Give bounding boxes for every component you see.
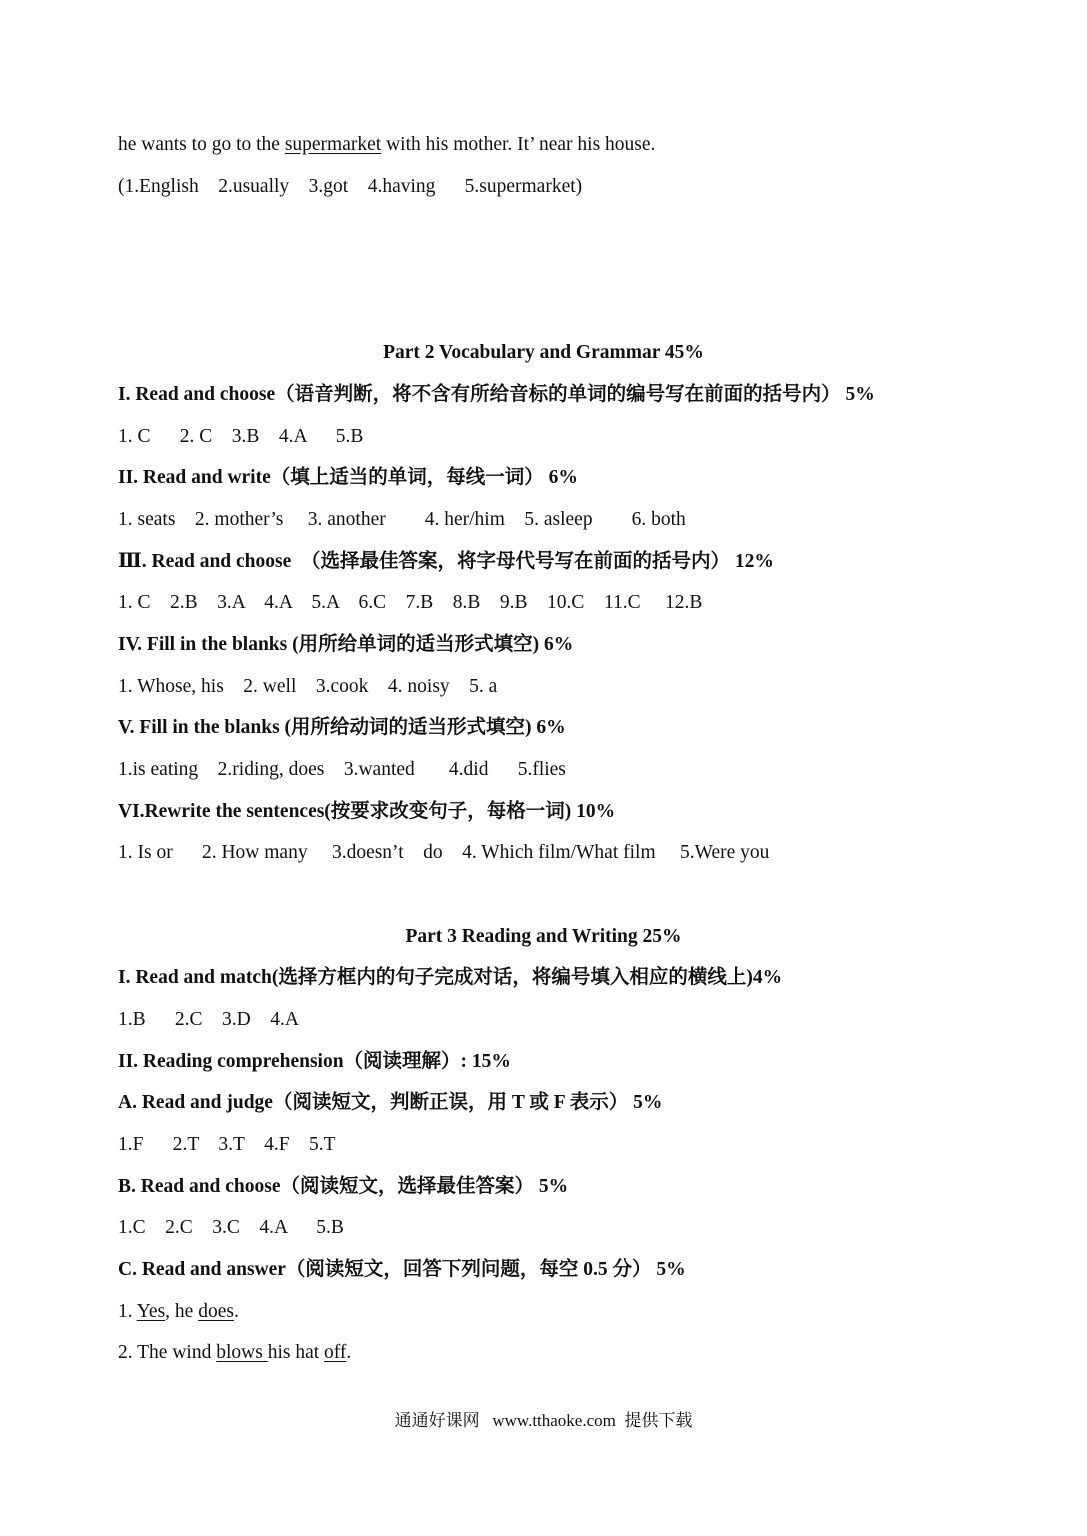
part2-section5-answers: 1.is eating 2.riding, does 3.wanted 4.did 5.flies (118, 759, 566, 780)
part2-section1-answers: 1. C 2. C 3.B 4.A 5.B (118, 426, 364, 447)
part3-subsection-c-heading: C. Read and answer（阅读短文，回答下列问题，每空 0.5 分） 5% (118, 1259, 686, 1280)
part2-section6-heading: VI.Rewrite the sentences(按要求改变句子，每格一词) 10% (118, 801, 616, 822)
continuation-text-after: with his mother. It’ near his house. (381, 134, 656, 155)
part3-subsection-a-heading: A. Read and judge（阅读短文，判断正误，用 T 或 F 表示） 5% (118, 1092, 663, 1113)
part3-section1-answers: 1.B 2.C 3.D 4.A (118, 1009, 299, 1030)
part2-section3-answers: 1. C 2.B 3.A 4.A 5.A 6.C 7.B 8.B 9.B 10.C 11.C 12.B (118, 592, 703, 613)
c2-end: . (346, 1342, 352, 1363)
c1-prefix: 1. (118, 1301, 137, 1322)
part2-section6-answers: 1. Is or 2. How many 3.doesn’t do 4. Which film/What film 5.Were you (118, 842, 770, 863)
answer-key-list: (1.English 2.usually 3.got 4.having 5.supermarket) (118, 176, 583, 197)
part3-section1-heading: I. Read and match(选择方框内的句子完成对话，将编号填入相应的横线上)4% (118, 967, 783, 988)
part2-section4-answers: 1. Whose, his 2. well 3.cook 4. noisy 5. a (118, 676, 498, 697)
c2-underlined-off: off (324, 1342, 347, 1363)
part3-subsection-b-heading: B. Read and choose（阅读短文，选择最佳答案） 5% (118, 1176, 569, 1197)
answer-continuation-line (118, 132, 1027, 158)
underlined-answer-supermarket: supermarket (284, 134, 382, 155)
c2-prefix: 2. The wind (118, 1342, 217, 1363)
part2-section2-heading: II. Read and write（填上适当的单词，每线一词） 6% (118, 467, 578, 488)
part3-section2-heading: II. Reading comprehension（阅读理解）: 15% (118, 1051, 511, 1072)
part2-section3-heading: Ⅲ. Read and choose （选择最佳答案，将字母代号写在前面的括号内） 12% (118, 551, 774, 572)
part3-c-answer-1 (118, 1299, 1027, 1325)
part2-section2-answers: 1. seats 2. mother’s 3. another 4. her/him 5. asleep 6. both (118, 509, 686, 530)
c1-end: . (233, 1301, 239, 1322)
c1-middle: , he (165, 1301, 199, 1322)
part2-section1-heading: I. Read and choose（语音判断，将不含有所给音标的单词的编号写在前面的括号内） 5% (118, 384, 875, 405)
part3-title: Part 3 Reading and Writing 25% (405, 926, 682, 947)
part2-section5-heading: V. Fill in the blanks (用所给动词的适当形式填空) 6% (118, 717, 566, 738)
part3-subsection-a-answers: 1.F 2.T 3.T 4.F 5.T (118, 1134, 336, 1155)
part3-subsection-b-answers: 1.C 2.C 3.C 4.A 5.B (118, 1217, 344, 1238)
c2-middle: his hat (267, 1342, 325, 1363)
part2-title: Part 2 Vocabulary and Grammar 45% (383, 342, 704, 363)
part2-section4-heading: IV. Fill in the blanks (用所给单词的适当形式填空) 6% (118, 634, 574, 655)
continuation-text-before: he wants to go to the (118, 134, 285, 155)
c2-underlined-blows: blows (216, 1342, 268, 1363)
part3-c-answer-2 (118, 1340, 1027, 1366)
c1-underlined-yes: Yes (136, 1301, 166, 1322)
page-footer: 通通好课网 www.tthaoke.com 提供下载 (394, 1411, 693, 1430)
c1-underlined-does: does (198, 1301, 234, 1322)
